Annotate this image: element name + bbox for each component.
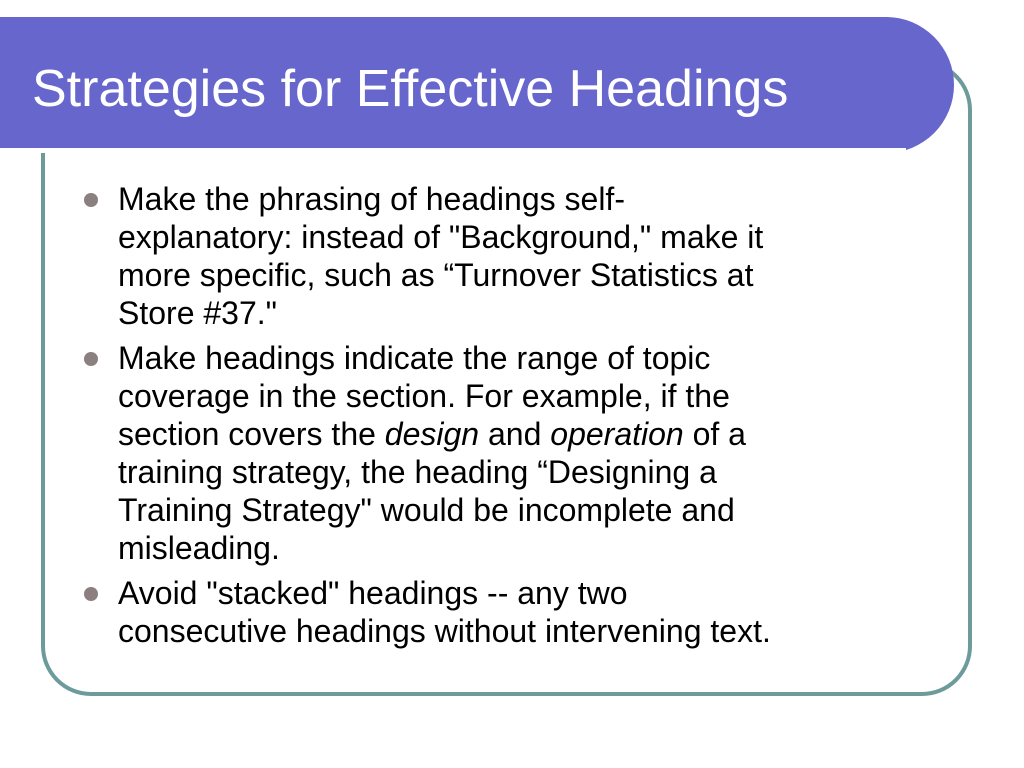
title-underline: [0, 148, 906, 153]
bullet-item-self-explanatory: [84, 180, 964, 332]
bullet-line: Make headings indicate the range of topic: [118, 340, 711, 376]
bullet-line: more specific, such as “Turnover Statistics at: [118, 257, 754, 293]
bullet-line: Avoid "stacked" headings -- any two: [118, 575, 628, 611]
text-segment: of a: [683, 416, 746, 452]
bullet-line: explanatory: instead of "Background," make it: [118, 219, 764, 255]
bullet-line: misleading.: [118, 530, 280, 566]
bullet-dot-icon: [84, 193, 98, 207]
italic-term-design: design: [384, 416, 480, 452]
bullet-item-stacked-headings: [84, 574, 964, 650]
bullet-line: Make the phrasing of headings self-: [118, 181, 625, 217]
bullet-line-mixed: [118, 415, 964, 453]
text-segment: section covers the: [118, 416, 385, 452]
bullet-dot-icon: [84, 587, 98, 601]
bullet-item-topic-coverage: [84, 339, 964, 567]
slide-title: Strategies for Effective Headings: [32, 60, 789, 118]
italic-term-operation: operation: [550, 416, 684, 452]
text-segment: and: [479, 416, 551, 452]
title-bar: [0, 17, 954, 153]
bullet-list: [84, 180, 964, 657]
bullet-line: Training Strategy" would be incomplete and: [118, 492, 735, 528]
bullet-line: training strategy, the heading “Designing a: [118, 454, 717, 490]
bullet-line: consecutive headings without intervening text.: [118, 613, 771, 649]
bullet-dot-icon: [84, 352, 98, 366]
bullet-line: Store #37.": [118, 295, 278, 331]
bullet-line: coverage in the section. For example, if the: [118, 378, 730, 414]
